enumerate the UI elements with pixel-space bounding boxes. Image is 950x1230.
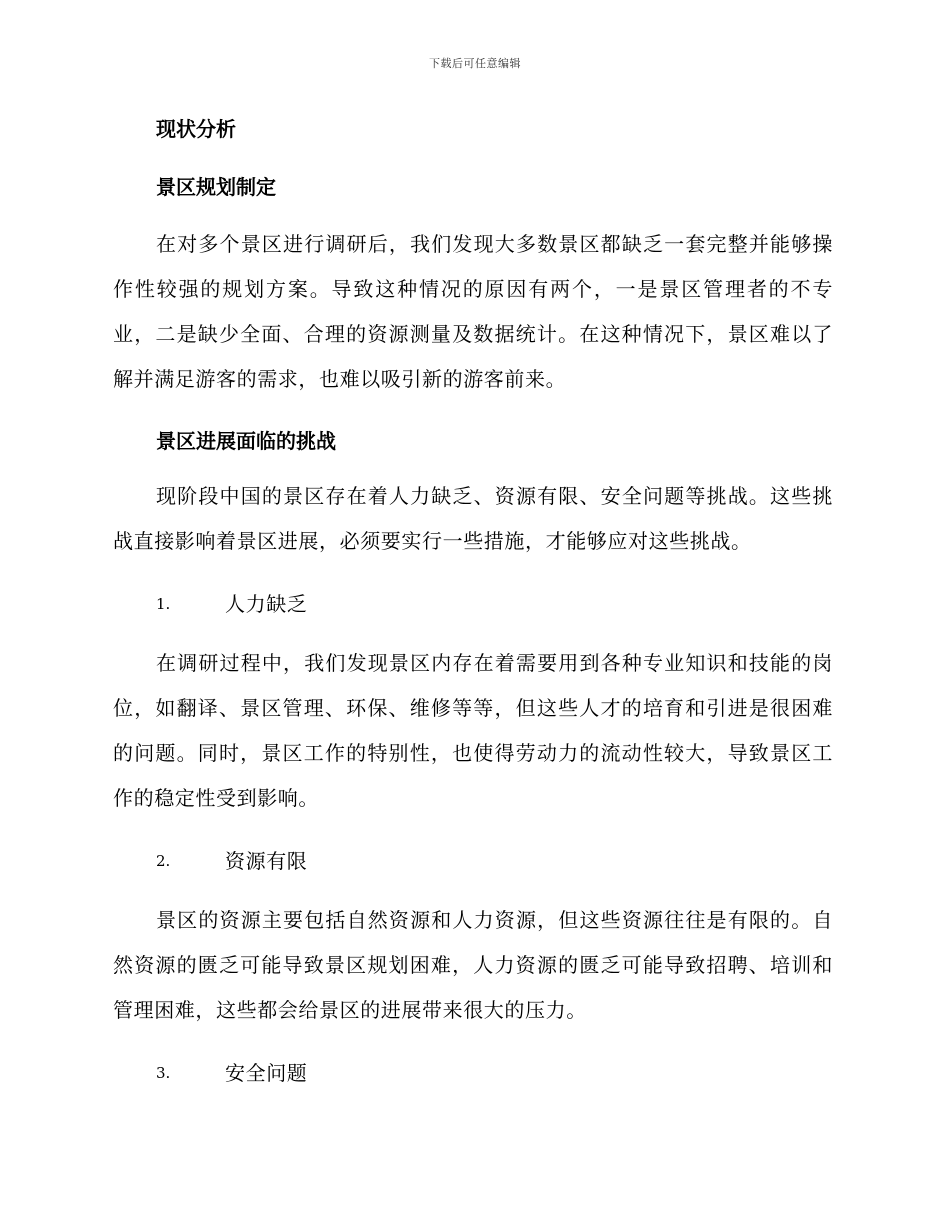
paragraph-planning: 在对多个景区进行调研后，我们发现大多数景区都缺乏一套完整并能够操作性较强的规划方案。导致这种情况的原因有两个，一是景区管理者的不专业，二是缺少全面、合理的资源测量及数据统计。在这种情况下，景区难以了解并满足游客的需求，也难以吸引新的游客前来。	[113, 232, 833, 391]
paragraph-labor-shortage: 在调研过程中，我们发现景区内存在着需要用到各种专业知识和技能的岗位，如翻译、景区管理、环保、维修等等，但这些人才的培育和引进是很困难的问题。同时，景区工作的特别性，也使得劳动力的流动性较大，导致景区工作的稳定性受到影响。	[113, 651, 833, 810]
heading-challenges: 景区进展面临的挑战	[156, 429, 336, 453]
paragraph-challenges: 现阶段中国的景区存在着人力缺乏、资源有限、安全问题等挑战。这些挑战直接影响着景区进展，必须要实行一些措施，才能够应对这些挑战。	[113, 484, 833, 553]
list-item-3	[113, 1051, 833, 1096]
list-number: 2.	[156, 852, 171, 870]
page-header: 下载后可任意编辑	[429, 57, 521, 70]
list-number: 1.	[156, 595, 171, 613]
list-label: 资源有限	[225, 849, 308, 873]
heading-scenic-planning: 景区规划制定	[156, 175, 276, 199]
paragraph-limited-resources: 景区的资源主要包括自然资源和人力资源，但这些资源往往是有限的。自然资源的匮乏可能导致景区规划困难，人力资源的匮乏可能导致招聘、培训和管理困难，这些都会给景区的进展带来很大的压力。	[113, 908, 833, 1022]
list-label: 人力缺乏	[225, 592, 308, 616]
list-item-1	[113, 582, 833, 627]
list-label: 安全问题	[225, 1061, 308, 1085]
list-item-2	[113, 839, 833, 884]
list-number: 3.	[156, 1064, 171, 1082]
document-body	[113, 110, 833, 1110]
heading-status-analysis: 现状分析	[156, 117, 236, 141]
